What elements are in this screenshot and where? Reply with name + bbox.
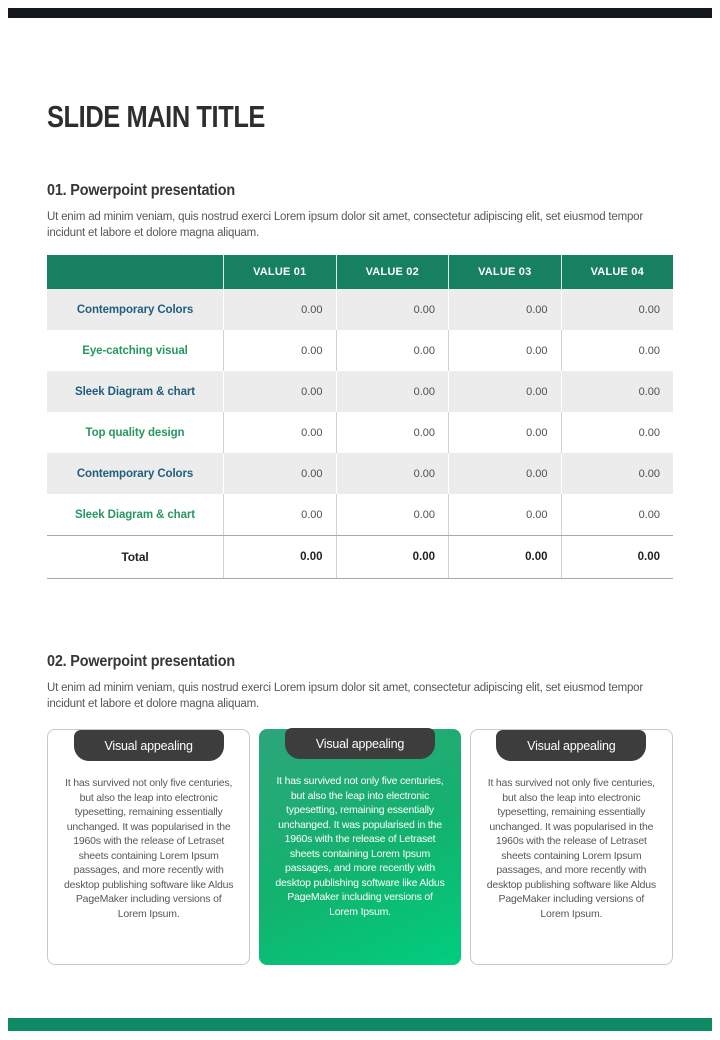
- cards-row: [47, 729, 673, 965]
- card-title-pill: Visual appealing: [74, 730, 224, 761]
- page-title: SLIDE MAIN TITLE: [47, 98, 265, 134]
- visual-appealing-card-3: [470, 729, 673, 965]
- row-value: 0.00: [336, 494, 449, 535]
- row-value: 0.00: [336, 330, 449, 371]
- row-label: Eye-catching visual: [82, 344, 188, 357]
- row-value: 0.00: [223, 494, 336, 535]
- row-value: 0.00: [561, 371, 674, 412]
- table-header-empty: [47, 255, 223, 289]
- section-2-heading: 02. Powerpoint presentation: [47, 653, 235, 671]
- row-value: 0.00: [223, 453, 336, 494]
- table-row: [47, 371, 673, 412]
- table-header-value-02: VALUE 02: [336, 255, 449, 289]
- card-body-text: It has survived not only five centuries, but also the leap into electronic typesetting, remaining essentially unchanged. It was popularised in the 1960s with the release of Letraset sheets containing Lorem Ipsum passages, and more recently with desktop publishing software like Aldus PageMaker including versions of Lorem Ipsum.: [486, 777, 656, 920]
- row-value: 0.00: [448, 453, 561, 494]
- table-row: [47, 494, 673, 535]
- row-value: 0.00: [561, 494, 674, 535]
- values-table: [47, 255, 673, 579]
- table-row: [47, 330, 673, 371]
- row-value: 0.00: [223, 289, 336, 330]
- row-value: 0.00: [336, 412, 449, 453]
- section-1-heading: 01. Powerpoint presentation: [47, 182, 235, 200]
- card-title-pill: Visual appealing: [285, 728, 435, 759]
- total-label: Total: [121, 550, 149, 564]
- row-value: 0.00: [223, 330, 336, 371]
- table-header-value-01: VALUE 01: [223, 255, 336, 289]
- row-value: 0.00: [561, 289, 674, 330]
- table-row: [47, 412, 673, 453]
- table-row: [47, 453, 673, 494]
- total-value: 0.00: [336, 536, 449, 578]
- total-value: 0.00: [448, 536, 561, 578]
- table-row: [47, 289, 673, 330]
- row-value: 0.00: [448, 289, 561, 330]
- row-value: 0.00: [223, 412, 336, 453]
- row-value: 0.00: [561, 453, 674, 494]
- row-label: Top quality design: [85, 426, 185, 439]
- visual-appealing-card-1: [47, 729, 250, 965]
- table-total-row: [47, 535, 673, 579]
- row-value: 0.00: [448, 371, 561, 412]
- row-value: 0.00: [336, 289, 449, 330]
- table-header-row: [47, 255, 673, 289]
- card-title-pill: Visual appealing: [496, 730, 646, 761]
- total-value: 0.00: [223, 536, 336, 578]
- table-header-value-03: VALUE 03: [448, 255, 561, 289]
- total-value: 0.00: [561, 536, 674, 578]
- table-header-value-04: VALUE 04: [561, 255, 674, 289]
- row-value: 0.00: [448, 494, 561, 535]
- row-value: 0.00: [336, 453, 449, 494]
- section-1-body: Ut enim ad minim veniam, quis nostrud exerci Lorem ipsum dolor sit amet, consectetur adipiscing elit, set eiusmod tempor incidunt et labore et dolore magna aliquam.: [47, 210, 643, 239]
- row-value: 0.00: [336, 371, 449, 412]
- row-value: 0.00: [223, 371, 336, 412]
- row-value: 0.00: [448, 412, 561, 453]
- row-value: 0.00: [448, 330, 561, 371]
- row-value: 0.00: [561, 412, 674, 453]
- top-accent-bar: [8, 8, 712, 18]
- row-label: Contemporary Colors: [76, 303, 194, 316]
- row-label: Contemporary Colors: [76, 467, 194, 480]
- row-value: 0.00: [561, 330, 674, 371]
- bottom-accent-bar: [8, 1018, 712, 1031]
- section-2-body: Ut enim ad minim veniam, quis nostrud exerci Lorem ipsum dolor sit amet, consectetur adipiscing elit, set eiusmod tempor incidunt et labore et dolore magna aliquam.: [47, 681, 643, 710]
- visual-appealing-card-2: [259, 729, 460, 965]
- row-label: Sleek Diagram & chart: [75, 385, 195, 398]
- row-label: Sleek Diagram & chart: [75, 508, 195, 521]
- card-body-text: It has survived not only five centuries, but also the leap into electronic typesetting, remaining essentially unchanged. It was popularised in the 1960s with the release of Letraset sheets containing Lorem Ipsum passages, and more recently with desktop publishing software like Aldus PageMaker including versions of Lorem Ipsum.: [64, 777, 234, 920]
- card-body-text: It has survived not only five centuries, but also the leap into electronic typesetting, remaining essentially unchanged. It was popularised in the 1960s with the release of Letraset sheets containing Lorem Ipsum passages, and more recently with desktop publishing software like Aldus PageMaker including versions of Lorem Ipsum.: [275, 775, 445, 918]
